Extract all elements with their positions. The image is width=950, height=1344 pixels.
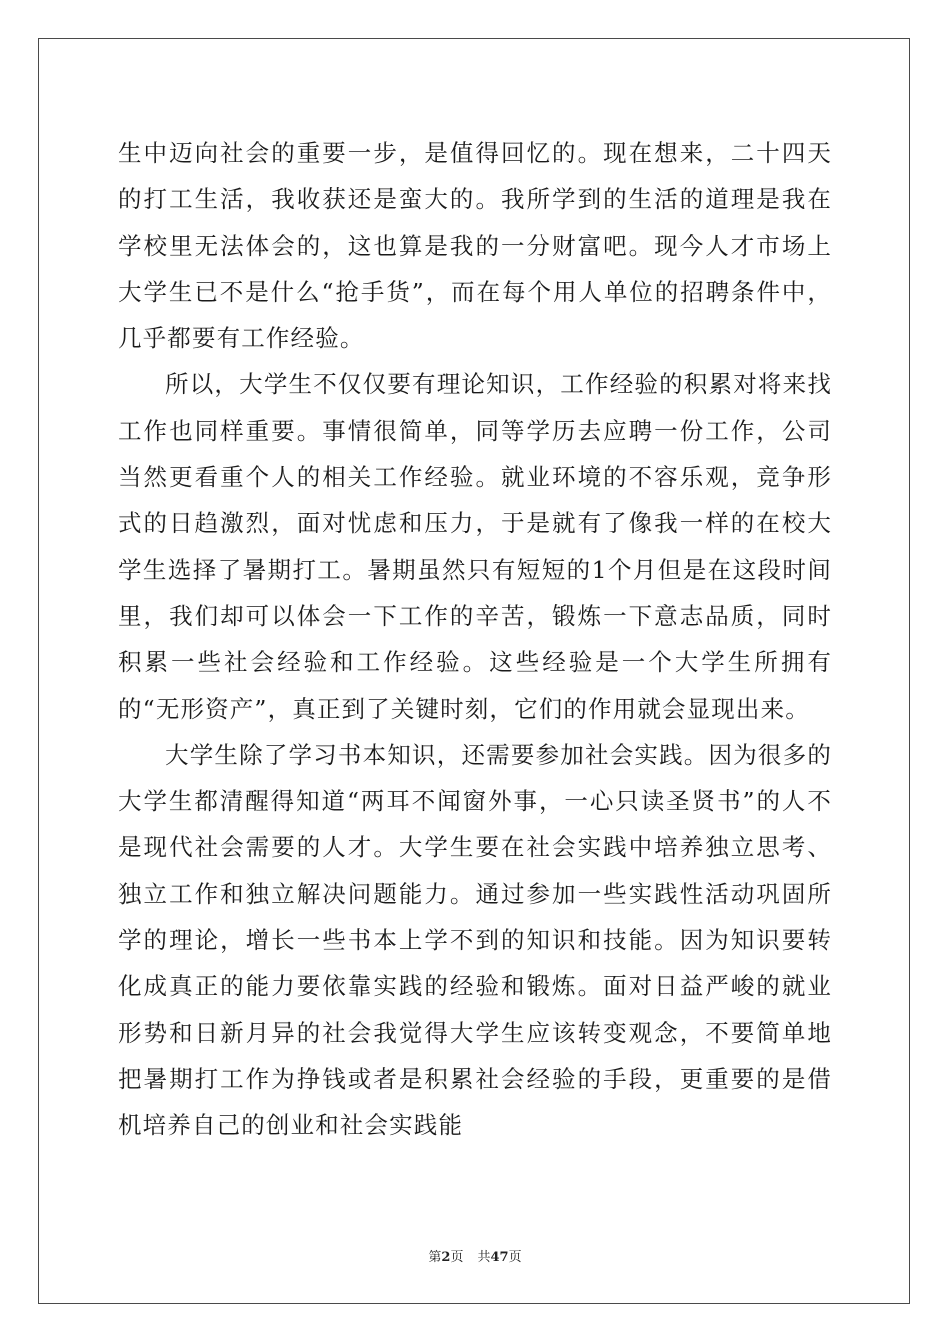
paragraph-3: 大学生除了学习书本知识，还需要参加社会实践。因为很多的大学生都清醒得知道“两耳不闻窗外事，一心只读圣贤书”的人不是现代社会需要的人才。大学生要在社会实践中培养独立思考、独立工作和独立解决问题能力。通过参加一些实践性活动巩固所学的理论，增长一些书本上学不到的知识和技能。因为知识要转化成真正的能力要依靠实践的经验和锻炼。面对日益严峻的就业形势和日新月异的社会我觉得大学生应该转变观念，不要简单地把暑期打工作为挣钱或者是积累社会经验的手段，更重要的是借机培养自己的创业和社会实践能 [118, 740, 832, 1140]
document-body [118, 130, 832, 1149]
page-prefix: 第 [428, 1250, 442, 1265]
total-pages: 47 [490, 1250, 509, 1265]
page-footer [0, 1246, 950, 1265]
page-number: 2 [441, 1250, 451, 1265]
page-suffix: 页 [450, 1250, 464, 1265]
paragraph-1: 生中迈向社会的重要一步，是值得回忆的。现在想来，二十四天的打工生活，我收获还是蛮大的。我所学到的生活的道理是我在学校里无法体会的，这也算是我的一分财富吧。现今人才市场上大学生已不是什么“抢手货”，而在每个用人单位的招聘条件中，几乎都要有工作经验。 [118, 139, 832, 353]
total-suffix: 页 [508, 1250, 522, 1265]
paragraph-2: 所以，大学生不仅仅要有理论知识，工作经验的积累对将来找工作也同样重要。事情很简单，同等学历去应聘一份工作，公司当然更看重个人的相关工作经验。就业环境的不容乐观，竞争形式的日趋激烈，面对忧虑和压力，于是就有了像我一样的在校大学生选择了暑期打工。暑期虽然只有短短的1个月但是在这段时间里，我们却可以体会一下工作的辛苦，锻炼一下意志品质，同时积累一些社会经验和工作经验。这些经验是一个大学生所拥有的“无形资产”，真正到了关键时刻，它们的作用就会显现出来。 [118, 370, 832, 723]
total-prefix: 共 [477, 1250, 491, 1265]
